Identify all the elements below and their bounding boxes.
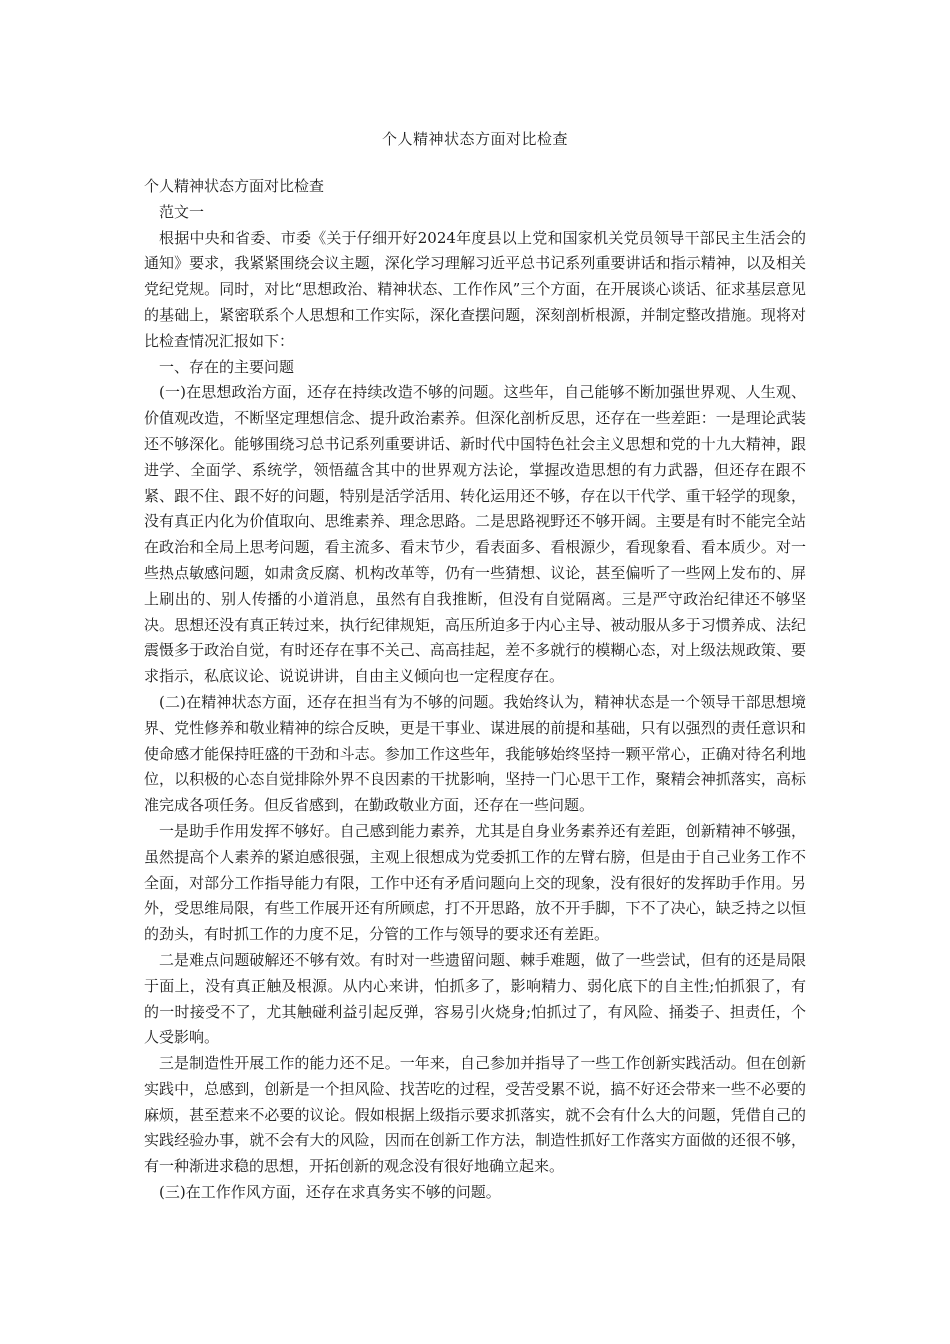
body-paragraph: (一)在思想政治方面，还存在持续改造不够的问题。这些年，自己能够不断加强世界观、人生观、价值观改造，不断坚定理想信念、提升政治素养。但深化剖析反思，还存在一些差距：一是理论武装还不够深化。能够围绕习总书记系列重要讲话、新时代中国特色社会主义思想和党的十九大精神，跟进学、全面学、系统学，领悟蕴含其中的世界观方法论，掌握改造思想的有力武器，但还存在跟不紧、跟不住、跟不好的问题，特别是活学活用、转化运用还不够，存在以干代学、重干轻学的现象，没有真正内化为价值取向、思维素养、理念思路。二是思路视野还不够开阔。主要是有时不能完全站在政治和全局上思考问题，看主流多、看末节少，看表面多、看根源少，看现象看、看本质少。对一些热点敏感问题，如肃贪反腐、机构改革等，仍有一些猜想、议论，甚至偏听了一些网上发布的、屏上刷出的、别人传播的小道消息，虽然有自我推断，但没有自觉隔离。三是严守政治纪律还不够坚决。思想还没有真正转过来，执行纪律规矩，高压所迫多于内心主导、被动服从多于习惯养成、法纪震慑多于政治自觉，有时还存在事不关己、高高挂起，差不多就行的模糊心态，对上级法规政策、要求指示，私底议论、说说讲讲，自由主义倾向也一定程度存在。 — [144, 383, 806, 686]
body-paragraph: 一是助手作用发挥不够好。自己感到能力素养，尤其是自身业务素养还有差距，创新精神不够强，虽然提高个人素养的紧迫感很强，主观上很想成为党委抓工作的左臂右膀，但是由于自己业务工作不全面，对部分工作指导能力有限，工作中还有矛盾问题向上交的现象，没有很好的发挥助手作用。另外，受思维局限，有些工作展开还有所顾虑，打不开思路，放不开手脚，下不了决心，缺乏持之以恒的劲头，有时抓工作的力度不足，分管的工作与领导的要求还有差距。 — [144, 821, 806, 944]
document-title: 个人精神状态方面对比检查 — [381, 130, 568, 148]
sample-label-paragraph: 范文一 — [159, 202, 205, 221]
body-paragraph: (二)在精神状态方面，还存在担当有为不够的问题。我始终认为，精神状态是一个领导干部思想境界、党性修养和敬业精神的综合反映，更是干事业、谋进展的前提和基础，只有以强烈的责任意识和使命感才能保持旺盛的干劲和斗志。参加工作这些年，我能够始终坚持一颗平常心，正确对待名利地位，以积极的心态自觉排除外界不良因素的干扰影响，坚持一门心思干工作，聚精会神抓落实，高标准完成各项任务。但反省感到，在勤政敬业方面，还存在一些问题。 — [144, 692, 806, 815]
body-paragraph: (三)在工作作风方面，还存在求真务实不够的问题。 — [159, 1183, 501, 1202]
body-paragraph: 三是制造性开展工作的能力还不足。一年来，自己参加并指导了一些工作创新实践活动。但在创新实践中，总感到，创新是一个担风险、找苦吃的过程，受苦受累不说，搞不好还会带来一些不必要的麻烦，甚至惹来不必要的议论。假如根据上级指示要求抓落实，就不会有什么大的问题，凭借自己的实践经验办事，就不会有大的风险，因而在创新工作方法，制造性抓好工作落实方面做的还很不够，有一种渐进求稳的思想，开拓创新的观念没有很好地确立起来。 — [144, 1054, 806, 1176]
body-paragraph: 二是难点问题破解还不够有效。有时对一些遗留问题、棘手难题，做了一些尝试，但有的还是局限于面上，没有真正触及根源。从内心来讲，怕抓多了，影响精力、弱化底下的自主性;怕抓狠了，有的一时接受不了，尤其触碰利益引起反弹，容易引火烧身;怕抓过了，有风险、捅娄子、担责任，个人受影响。 — [144, 950, 806, 1047]
document-body — [144, 174, 806, 1206]
intro-paragraph: 根据中央和省委、市委《关于仔细开好2024年度县以上党和国家机关党员领导干部民主生活会的通知》要求，我紧紧围绕会议主题，深化学习理解习近平总书记系列重要讲话和指示精神，以及相关党纪党规。同时，对比“思想政治、精神状态、工作作风”三个方面，在开展谈心谈话、征求基层意见的基础上，紧密联系个人思想和工作实际，深化查摆问题，深刻剖析根源，并制定整改措施。现将对比检查情况汇报如下： — [144, 228, 806, 350]
subtitle-paragraph: 个人精神状态方面对比检查 — [144, 177, 325, 195]
section-heading: 一、存在的主要问题 — [159, 357, 295, 376]
